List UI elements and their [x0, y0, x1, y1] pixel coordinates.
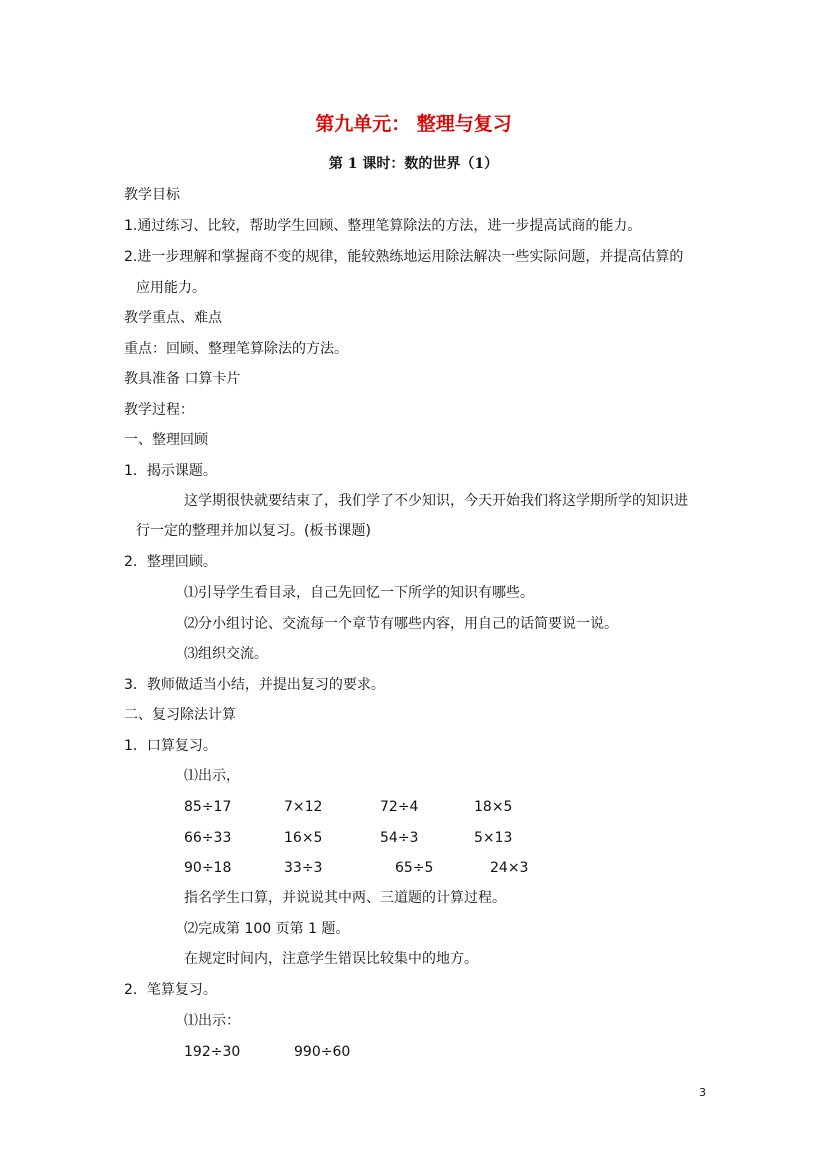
text-line: 在规定时间内，注意学生错误比较集中的地方。: [184, 951, 478, 967]
text-line: 教学过程：: [124, 402, 194, 418]
written-expression: 192÷30: [184, 1044, 241, 1060]
text-line: ⑴引导学生看目录，自己先回忆一下所学的知识有哪些。: [184, 585, 534, 601]
oral-expression: 16×5: [284, 830, 323, 846]
page-number: 3: [699, 1086, 706, 1099]
text-line: 行一定的整理并加以复习。(板书课题): [136, 523, 371, 539]
text-line: ⑶组织交流。: [184, 646, 268, 662]
lesson-subtitle: 第 1 课时：数的世界（1）: [328, 156, 499, 172]
text-line: 教学重点、难点: [124, 310, 222, 326]
text-line: 2.进一步理解和掌握商不变的规律，能较熟练地运用除法解决一些实际问题，并提高估算的: [124, 249, 684, 265]
oral-expression: 33÷3: [284, 860, 323, 876]
text-line: 教学目标: [124, 187, 180, 203]
text-line: ⑴出示，: [184, 768, 240, 784]
written-expression: 990÷60: [294, 1044, 351, 1060]
oral-expression: 5×13: [474, 830, 513, 846]
text-line: 1.通过练习、比较，帮助学生回顾、整理笔算除法的方法，进一步提高试商的能力。: [124, 218, 642, 234]
text-line: 一、整理回顾: [124, 432, 208, 448]
text-line: 指名学生口算，并说说其中两、三道题的计算过程。: [184, 890, 506, 906]
page-title: 第九单元： 整理与复习: [315, 113, 512, 135]
text-line: 1．揭示课题。: [124, 463, 217, 479]
text-line: ⑵分小组讨论、交流每一个章节有哪些内容，用自己的话简要说一说。: [184, 616, 618, 632]
text-line: 3．教师做适当小结，并提出复习的要求。: [124, 677, 385, 693]
text-line: 重点：回顾、整理笔算除法的方法。: [124, 341, 348, 357]
text-line: ⑴出示：: [184, 1013, 240, 1029]
text-line: ⑵完成第 100 页第 1 题。: [184, 921, 350, 937]
oral-expression: 85÷17: [184, 799, 232, 815]
text-line: 这学期很快就要结束了，我们学了不少知识，今天开始我们将这学期所学的知识进: [184, 493, 688, 509]
oral-expression: 54÷3: [380, 830, 419, 846]
text-line: 应用能力。: [136, 280, 206, 296]
oral-expression: 90÷18: [184, 860, 232, 876]
oral-expression: 66÷33: [184, 830, 232, 846]
oral-expression: 72÷4: [380, 799, 419, 815]
oral-expression: 24×3: [490, 860, 529, 876]
text-line: 二、复习除法计算: [124, 707, 236, 723]
text-line: 1．口算复习。: [124, 738, 217, 754]
text-line: 2．整理回顾。: [124, 554, 217, 570]
oral-expression: 18×5: [474, 799, 513, 815]
oral-expression: 7×12: [284, 799, 323, 815]
text-line: 2．笔算复习。: [124, 982, 217, 998]
oral-expression: 65÷5: [395, 860, 434, 876]
text-line: 教具准备 口算卡片: [124, 371, 241, 387]
